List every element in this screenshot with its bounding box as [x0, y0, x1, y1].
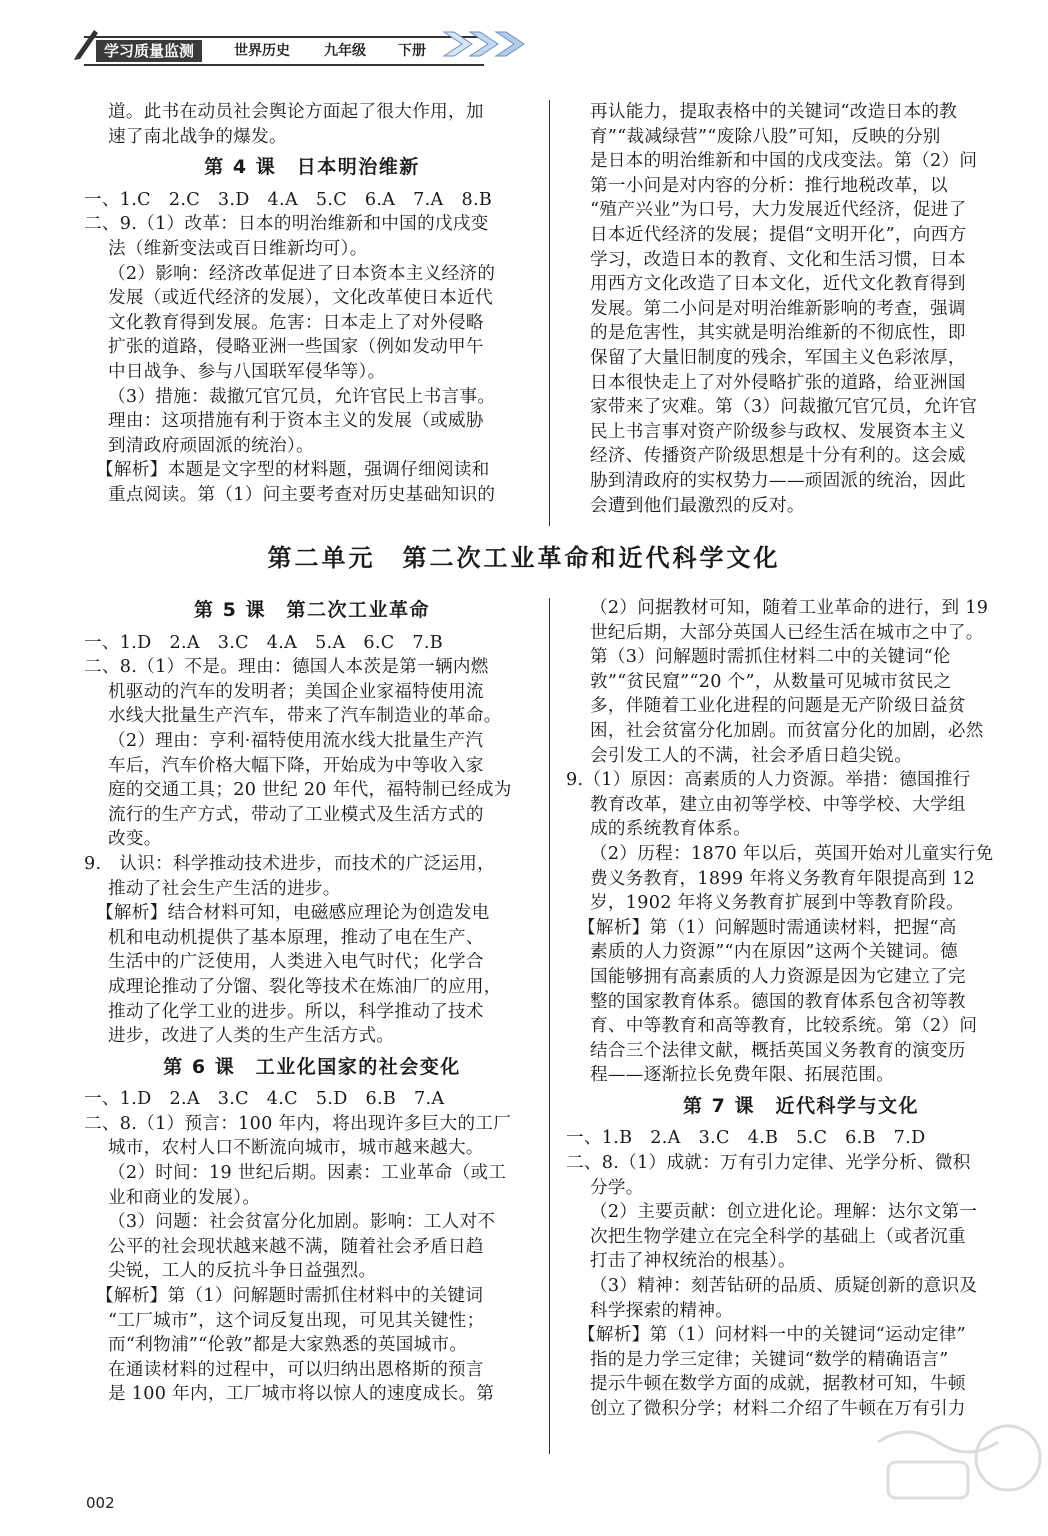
series-brand: 学习质量监测 — [96, 40, 202, 62]
column-divider-top — [549, 100, 550, 526]
text-line: 文化教育得到发展。危害：日本走上了对外侵略 — [108, 312, 484, 333]
text-line: 是日本的明治维新和中国的戊戌变法。第（2）问 — [590, 151, 978, 172]
lesson-4-analysis-cont — [566, 100, 1036, 518]
grade-label: 九年级 — [324, 43, 366, 59]
text-line: 民上书言事对资产阶级参与政权、发展资本主义 — [590, 421, 966, 442]
lesson-4-answers — [84, 188, 540, 508]
text-line: 育”“裁减绿营”“废除八股”可知，反映的分别 — [590, 126, 941, 147]
text-line: 一、1.C 2.C 3.D 4.A 5.C 6.A 7.A 8.B — [84, 189, 493, 210]
text-line: 一、1.D 2.A 3.C 4.C 5.D 6.B 7.A — [84, 1089, 445, 1110]
text-line: 整的国家教育体系。德国的教育体系包含初等教 — [590, 991, 966, 1012]
text-line: 经济、传播资产阶级思想是十分有利的。这会威 — [590, 446, 966, 467]
text-line: 扩张的道路，侵略亚洲一些国家（例如发动甲午 — [108, 337, 484, 358]
text-line: 一、1.B 2.A 3.C 4.B 5.C 6.B 7.D — [566, 1128, 926, 1149]
text-line: 公平的社会现状越来越不满，随着社会矛盾日趋 — [108, 1236, 484, 1257]
text-line: 尖锐，工人的反抗斗争日益强烈。 — [108, 1261, 377, 1282]
lesson-6-answers — [84, 1087, 540, 1407]
text-line: 敦”“贫民窟”“20 个”，从数量可见城市贫民之 — [590, 671, 952, 692]
text-line: 多，伴随着工业化进程的问题是无产阶级日益贫 — [590, 696, 966, 717]
text-line: 重点阅读。第（1）问主要考查对历史基础知识的 — [108, 484, 496, 505]
text-line: 学习，改造日本的教育、文化和生活习惯，日本 — [590, 249, 966, 270]
text-line: 提示牛顿在数学方面的成就，据教材可知，牛顿 — [590, 1374, 966, 1395]
lesson-5-answers — [84, 631, 540, 1049]
left-column-bottom — [84, 592, 540, 1407]
text-line: （2）历程：1870 年以后，英国开始对儿童实行免 — [590, 843, 994, 864]
text-line: 再认能力，提取表格中的关键词“改造日本的教 — [590, 102, 958, 122]
text-line: 次把生物学建立在完全科学的基础上（或者沉重 — [590, 1226, 966, 1247]
text-line: 用西方文化改造了日本文化，近代文化教育得到 — [590, 274, 966, 295]
header-bar — [84, 36, 484, 66]
text-line: 家带来了灾难。第（3）问裁撤冗官冗员，允许官 — [590, 397, 978, 418]
text-line: （2）理由：亨利·福特使用流水线大批量生产汽 — [108, 730, 484, 751]
text-line: 岁，1902 年将义务教育扩展到中等教育阶段。 — [590, 893, 964, 914]
text-line: 理由：这项措施有利于资本主义的发展（或威胁 — [108, 411, 484, 432]
column-divider-bottom — [549, 598, 550, 1454]
text-line: 教育改革，建立由初等学校、中等学校、大学组 — [590, 794, 966, 815]
text-line: 【解析】第（1）问材料一中的关键词“运动定律” — [578, 1325, 966, 1346]
text-line: 保留了大量旧制度的残余，军国主义色彩浓厚， — [590, 347, 966, 368]
text-line: 二、8.（1）预言：100 年内，将出现许多巨大的工厂 — [84, 1113, 512, 1134]
watermark-logo — [868, 1412, 1048, 1536]
text-line: 的是危害性，其实就是明治维新的不彻底性，即 — [590, 323, 966, 344]
text-line: 第一小问是对内容的分析：推行地税改革，以 — [590, 175, 948, 196]
lesson-7-title: 第 7 课 近代科学与文化 — [683, 1094, 919, 1117]
text-line: 流行的生产方式，带动了工业模式及生活方式的 — [108, 804, 484, 825]
page-header — [72, 26, 512, 62]
volume-label: 下册 — [398, 43, 426, 59]
text-line: 城市，农村人口不断流向城市，城市越来越大。 — [108, 1138, 484, 1159]
text-line: 推动了化学工业的进步。所以，科学推动了技术 — [108, 1001, 484, 1022]
text-line: 改变。 — [108, 829, 162, 850]
text-line: 会遭到他们最激烈的反对。 — [590, 495, 805, 516]
text-line: 结合三个法律文献，概括英国义务教育的演变历 — [590, 1040, 966, 1061]
text-line: 到清政府顽固派的统治）。 — [108, 435, 314, 456]
text-line: 会引发工人的不满，社会矛盾日趋尖锐。 — [590, 745, 913, 766]
text-line: 素质的人力资源”“内在原因”这两个关键词。德 — [590, 942, 958, 963]
text-line: 业和商业的发展）。 — [108, 1187, 261, 1208]
text-line: 庭的交通工具；20 世纪 20 年代，福特制已经成为 — [108, 780, 512, 801]
text-line: 科学探索的精神。 — [590, 1300, 734, 1321]
text-line: 机驱动的汽车的发明者；美国企业家福特使用流 — [108, 681, 484, 702]
text-line: （3）问题：社会贫富分化加剧。影响：工人对不 — [108, 1212, 496, 1233]
text-line: 生活中的广泛使用，人类进入电气时代；化学合 — [108, 952, 484, 973]
text-line: 世纪后期，大部分英国人已经生活在城市之中了。 — [590, 622, 984, 643]
text-line: 9. 认识：科学推动技术进步，而技术的广泛运用， — [84, 853, 496, 874]
right-column-bottom — [566, 596, 1036, 1422]
text-line: 二、9.（1）改革：日本的明治维新和中国的戊戌变 — [84, 214, 489, 235]
lesson-6-title: 第 6 课 工业化国家的社会变化 — [163, 1055, 461, 1078]
subject-label: 世界历史 — [234, 43, 290, 59]
text-line: 指的是力学三定律；关键词“数学的精确语言” — [590, 1349, 949, 1370]
text-line: 二、8.（1）成就：万有引力定律、光学分析、微积 — [566, 1153, 971, 1174]
text-line: 【解析】本题是文字型的材料题，强调仔细阅读和 — [96, 460, 490, 481]
chevron-arrows-icon — [440, 26, 580, 62]
text-line: 道。此书在动员社会舆论方面起了很大作用，加 — [108, 102, 484, 122]
text-line: 一、1.D 2.A 3.C 4.A 5.A 6.C 7.B — [84, 632, 444, 653]
text-line: 发展。第二小问是对明治维新影响的考查，强调 — [590, 298, 966, 319]
text-line: 二、8.（1）不是。理由：德国人本茨是第一辆内燃 — [84, 657, 489, 678]
text-line: “工厂城市”，这个词反复出现，可见其关键性； — [108, 1310, 485, 1331]
lesson-6-answers-cont — [566, 596, 1036, 1088]
text-line: 中日战争、参与八国联军侵华等）。 — [108, 361, 386, 382]
text-line: （2）主要贡献：创立进化论。理解：达尔文第一 — [590, 1202, 978, 1223]
text-line: 国能够拥有高素质的人力资源是因为它建立了完 — [590, 966, 966, 987]
text-line: 成的系统教育体系。 — [590, 819, 752, 840]
unit-title: 第二单元 第二次工业革命和近代科学文化 — [267, 544, 781, 572]
text-line: 日本很快走上了对外侵略扩张的道路，给亚洲国 — [590, 372, 966, 393]
text-line: 程——逐渐拉长免费年限、拓展范围。 — [590, 1065, 895, 1086]
text-line: 水线大批量生产汽车，带来了汽车制造业的革命。 — [108, 706, 502, 727]
text-line: 打击了神权统治的根基）。 — [590, 1251, 796, 1272]
text-line: （2）问据教材可知，随着工业革命的进行，到 19 — [590, 598, 989, 618]
text-line: 【解析】第（1）问解题时需通读材料，把握“高 — [578, 917, 957, 938]
text-line: 推动了社会生产生活的进步。 — [108, 878, 341, 899]
text-line: 9.（1）原因：高素质的人力资源。举措：德国推行 — [566, 770, 971, 791]
text-line: 在通读材料的过程中，可以归纳出恩格斯的预言 — [108, 1359, 484, 1380]
text-line: “殖产兴业”为口号，大力发展近代经济，促进了 — [590, 200, 967, 221]
text-line: 成理论推动了分馏、裂化等技术在炼油厂的应用， — [108, 976, 502, 997]
text-line: 第（3）问解题时需抓住材料二中的关键词“伦 — [590, 647, 951, 668]
text-line: 困，社会贫富分化加剧。而贫富分化的加剧，必然 — [590, 720, 984, 741]
text-line: 是 100 年内，工厂城市将以惊人的速度成长。第 — [108, 1384, 495, 1405]
lesson-7-answers — [566, 1126, 1036, 1421]
text-line: 胁到清政府的实权势力——顽固派的统治，因此 — [590, 470, 966, 491]
text-line: 【解析】结合材料可知，电磁感应理论为创造发电 — [96, 903, 490, 924]
text-line: 车后，汽车价格大幅下降，开始成为中等收入家 — [108, 755, 484, 776]
page-number: 002 — [86, 1494, 115, 1512]
text-line: 创立了微积分学；材料二介绍了牛顿在万有引力 — [590, 1399, 966, 1419]
text-line: （2）时间：19 世纪后期。因素：工业革命（或工 — [108, 1163, 507, 1184]
text-line: 育、中等教育和高等教育，比较系统。第（2）问 — [590, 1016, 978, 1037]
text-line: 费义务教育，1899 年将义务教育年限提高到 12 — [590, 868, 975, 889]
text-line: （3）措施：裁撤冗官冗员，允许官民上书言事。 — [108, 386, 496, 407]
text-line: 机和电动机提供了基本原理，推动了电在生产、 — [108, 927, 484, 948]
text-line: 法（维新变法或百日维新均可）。 — [108, 238, 368, 259]
text-line: 【解析】第（1）问解题时需抓住材料中的关键词 — [96, 1286, 484, 1307]
lesson-4-title: 第 4 课 日本明治维新 — [204, 156, 420, 179]
left-column-top — [84, 100, 540, 508]
text-line: 发展（或近代经济的发展），文化改革使日本近代 — [108, 288, 493, 309]
right-column-top — [566, 100, 1036, 518]
lesson-5-title: 第 5 课 第二次工业革命 — [194, 599, 430, 621]
text-line: 速了南北战争的爆发。 — [108, 126, 287, 147]
text-line: 进步，改进了人类的生产生活方式。 — [108, 1026, 395, 1047]
text-line: 日本近代经济的发展；提倡“文明开化”，向西方 — [590, 224, 967, 245]
text-line: 而“利物浦”“伦敦”都是大家熟悉的英国城市。 — [108, 1335, 468, 1356]
text-line: 分学。 — [590, 1177, 644, 1198]
text-line: （2）影响：经济改革促进了日本资本主义经济的 — [108, 263, 496, 284]
text-line: （3）精神：刻苦钻研的品质、质疑创新的意识及 — [590, 1276, 978, 1297]
